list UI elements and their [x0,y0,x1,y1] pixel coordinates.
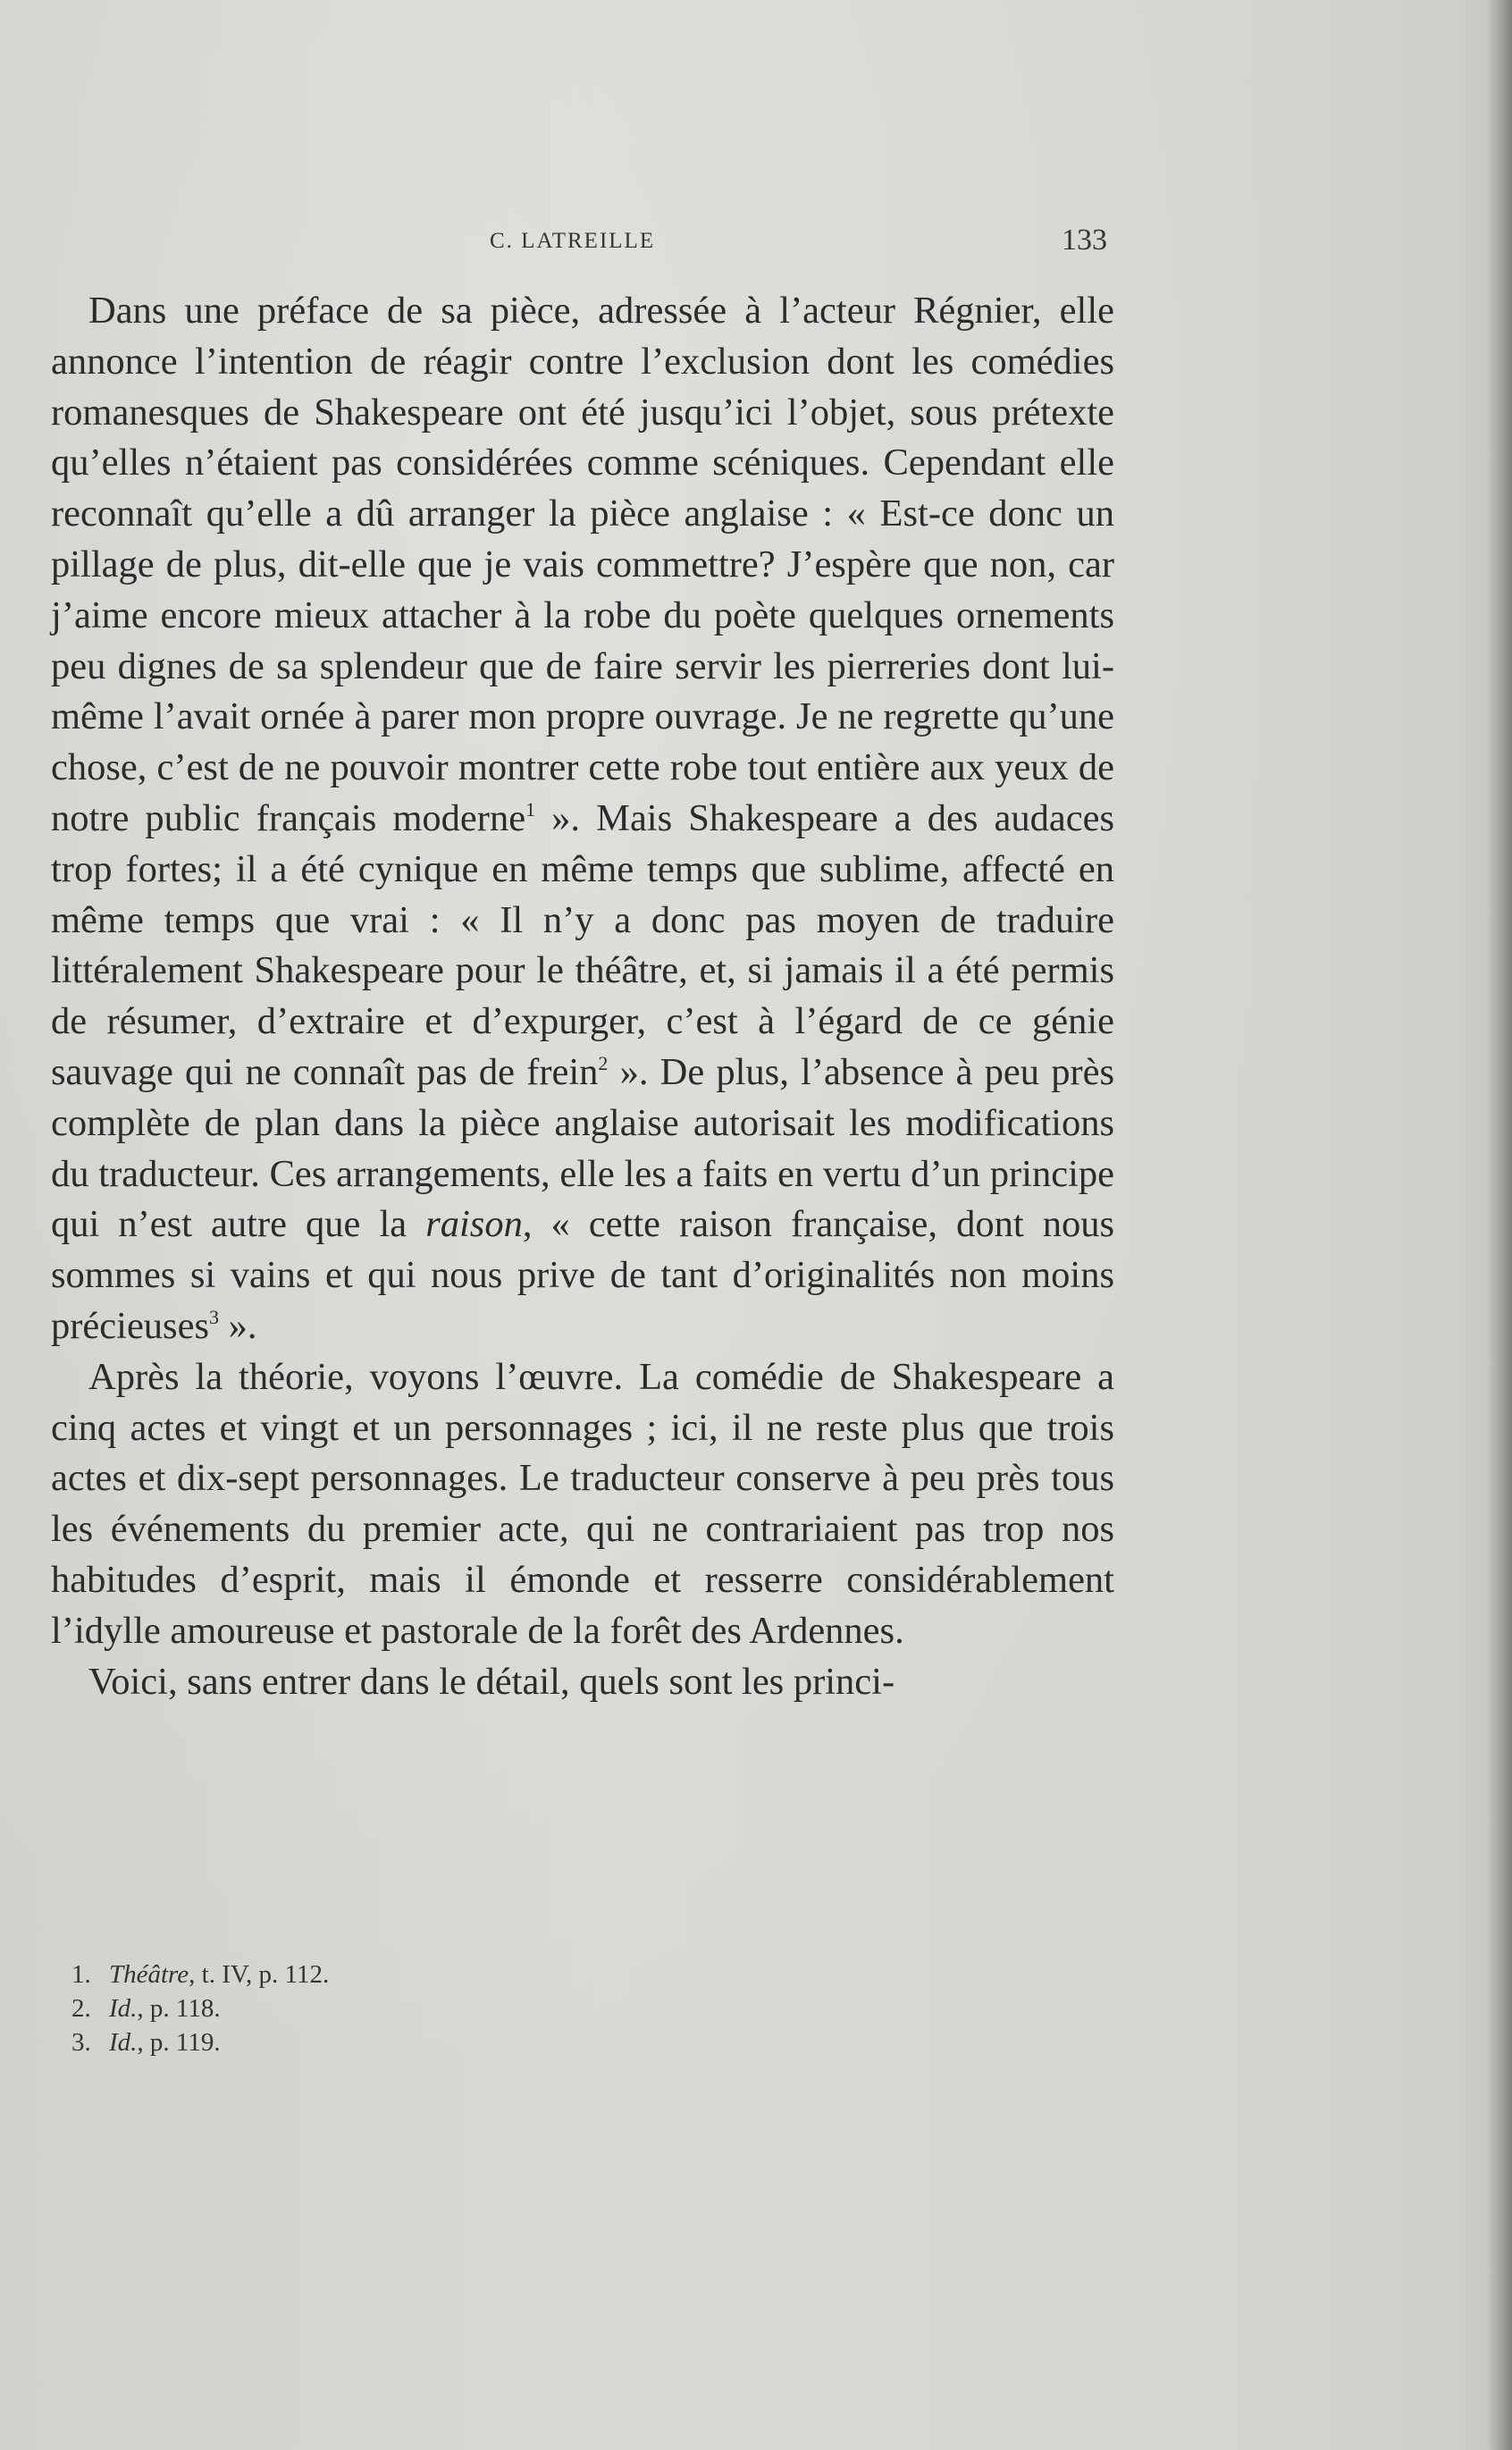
paragraph-2: Après la théorie, voyons l’œuvre. La comédie de Shakespeare a cinq actes et vingt et un personnages ; ici, il ne reste plus que trois actes et dix-sept personnages. Le traducteur conserve à peu près tous les événements du premier acte, qui ne contrariaient pas trop nos habitudes d’esprit, mais il émonde et resserre considérablement l’idylle amoureuse et pastorale de la forêt des Ardennes. [51,1355,1114,1652]
paragraph-1 [51,286,1114,1352]
footnote-source: Théâtre [109,1960,189,1989]
footnote-ref-1: 1 [525,797,536,821]
footnote-3 [71,2025,329,2059]
paragraph-1-text-b: ». Mais Shakespeare a des audaces trop fortes; il a été cynique en même temps que sublime, affecté en même temps que vrai : « Il n’y a donc pas moyen de traduire littéralement Shakespeare pour le théâtre, et, si jamais il a été permis de résumer, d’extraire et d’expurger, c’est à l’égard de ce génie sauvage qui ne connaît pas de frein [51,796,1114,1093]
footnote-reference: , t. IV, p. 112. [189,1960,330,1989]
footnote-source: Id. [109,1994,138,2023]
footnote-ref-3: 3 [209,1305,219,1328]
footnote-ref-2: 2 [598,1051,609,1074]
running-head: C. LATREILLE [490,229,656,253]
paragraph-1-text-e: ». [219,1304,257,1347]
page-number: 133 [1062,223,1107,257]
paragraph-1-text-c: ». De plus, l’absence à peu près complète de plan dans la pièce anglaise autorisait les modifications du traducteur. Ces arrangements, elle les a faits en vertu d’un principe qui n’est autre que la [51,1050,1115,1246]
footnote-reference: , p. 119. [137,2028,221,2057]
footnote-2 [71,1991,329,2025]
italic-word-raison: raison [425,1203,523,1246]
paragraph-3: Voici, sans entrer dans le détail, quels sont les princi- [88,1660,895,1703]
footnote-reference: , p. 118. [137,1994,221,2023]
footnote-number: 3. [71,2028,91,2057]
body-text [51,286,1114,1707]
page-edge-shadow [1487,0,1512,2450]
paragraph-1-text-a: Dans une préface de sa pièce, adressée à l’acteur Régnier, elle annonce l’intention de réagir contre l’exclusion dont les comédies romanesques de Shakespeare ont été jusqu’ici l’objet, sous prétexte qu’elles n’étaient pas considérées comme scéniques. Cependant elle reconnaît qu’elle a dû arranger la pièce anglaise : « Est-ce donc un pillage de plus, dit-elle que je vais commettre? J’espère que non, car j’aime encore mieux attacher à la robe du poète quelques ornements peu dignes de sa splendeur que de faire servir les pierreries dont lui-même l’avait ornée à parer mon propre ouvrage. Je ne regrette qu’une chose, c’est de ne pouvoir montrer cette robe tout entière aux yeux de notre public français moderne [51,290,1114,839]
footnotes [71,1957,329,2059]
footnote-source: Id. [109,2028,138,2057]
paragraph-1-text-d: , « cette raison française, dont nous sommes si vains et qui nous prive de tant d’originalités non moins précieuses [51,1203,1114,1347]
footnote-number: 1. [71,1960,91,1989]
footnote-1 [71,1957,329,1991]
footnote-number: 2. [71,1994,91,2023]
